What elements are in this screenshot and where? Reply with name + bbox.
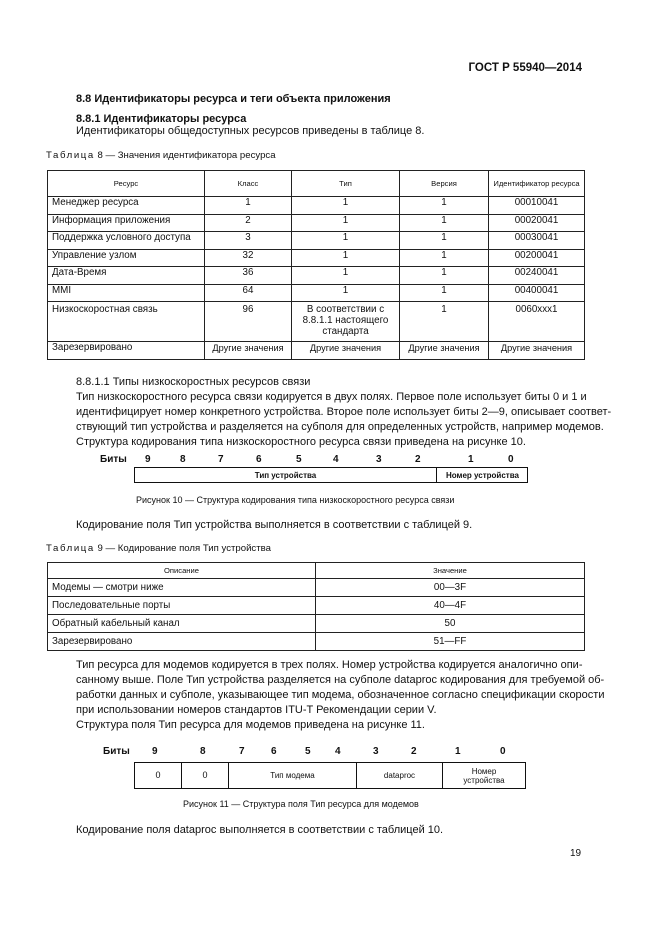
table-cell: 1 <box>292 232 400 250</box>
table-cell: 00010041 <box>489 197 585 215</box>
fig10-bit-number: 0 <box>508 454 514 465</box>
table-cell: 00020041 <box>489 214 585 232</box>
fig10-bit-number: 6 <box>256 454 262 465</box>
fig11-field-device-number: Номер устройства <box>442 763 525 788</box>
table-cell: Низкоскоростная связь <box>48 302 205 342</box>
fig11-bit-number: 3 <box>373 746 379 757</box>
table-cell: Управление узлом <box>48 249 205 267</box>
table-cell: В соответствии с 8.8.1.1 настоящего стандарта <box>292 302 400 342</box>
table-row <box>48 249 585 267</box>
table-row <box>48 633 585 651</box>
table8-caption-label: Таблица <box>46 150 95 161</box>
table-cell: Другие значения <box>205 342 292 360</box>
table-row <box>48 214 585 232</box>
table-row <box>48 284 585 302</box>
table-cell: 1 <box>292 284 400 302</box>
table-cell: 96 <box>205 302 292 342</box>
table-cell: 1 <box>400 232 489 250</box>
fig10-bit-number: 7 <box>218 454 224 465</box>
fig11-bit-number: 1 <box>455 746 461 757</box>
fig11-bit-number: 6 <box>271 746 277 757</box>
table8-header-cell: Версия <box>400 171 489 197</box>
table-cell: 1 <box>400 249 489 267</box>
table-cell: 1 <box>205 197 292 215</box>
table-row <box>48 302 585 342</box>
fig10-bit-number: 3 <box>376 454 382 465</box>
paragraph: Кодирование поля Тип устройства выполняется в соответствии с таблицей 9. <box>76 519 473 531</box>
table-cell: Поддержка условного доступа <box>48 232 205 250</box>
table-cell: Обратный кабельный канал <box>48 615 316 633</box>
table8-header-row <box>48 171 585 197</box>
table-cell: 00200041 <box>489 249 585 267</box>
table-row <box>48 597 585 615</box>
fig10-bit-number: 2 <box>415 454 421 465</box>
table8-header-cell: Идентификатор ресурса <box>489 171 585 197</box>
table9-caption <box>46 543 271 554</box>
fig11-bit-number: 8 <box>200 746 206 757</box>
fig11-bits-label: Биты <box>103 746 130 757</box>
fig11-field-bit8: 0 <box>181 763 228 788</box>
paragraph-line: Структура поля Тип ресурса для модемов приведена на рисунке 11. <box>76 719 425 731</box>
table-cell: 1 <box>400 267 489 285</box>
table-cell: 40—4F <box>316 597 585 615</box>
table-cell: 1 <box>292 267 400 285</box>
table-cell: Зарезервировано <box>48 633 316 651</box>
fig11-caption: Рисунок 11 — Структура поля Тип ресурса для модемов <box>183 799 419 809</box>
fig10-bit-number: 5 <box>296 454 302 465</box>
table8-caption-text: 8 — Значения идентификатора ресурса <box>97 150 276 161</box>
table-cell: Информация приложения <box>48 214 205 232</box>
fig10-bit-field-box <box>134 467 528 483</box>
table-cell: Зарезервировано <box>48 342 205 360</box>
table-cell: 3 <box>205 232 292 250</box>
table-cell: 00240041 <box>489 267 585 285</box>
table8-caption <box>46 150 276 161</box>
table-cell: 0060xxx1 <box>489 302 585 342</box>
table-cell: 1 <box>400 214 489 232</box>
table-cell: Менеджер ресурса <box>48 197 205 215</box>
table-9 <box>47 562 585 651</box>
table-cell: 1 <box>400 197 489 215</box>
table-row <box>48 615 585 633</box>
table-cell: Другие значения <box>400 342 489 360</box>
paragraph-line: санному выше. Поле Тип устройства разделяется на субполе dataproc кодирования для требуемой об- <box>76 674 605 686</box>
fig10-field-device-number: Номер устройства <box>436 468 528 482</box>
table-cell: 1 <box>292 214 400 232</box>
paragraph-line: при использовании номеров стандартов ITU-T Рекомендации серии V. <box>76 704 437 716</box>
table-cell: 00—3F <box>316 579 585 597</box>
table-cell: 50 <box>316 615 585 633</box>
fig11-field-bit9: 0 <box>155 770 161 780</box>
table-cell: 51—FF <box>316 633 585 651</box>
fig11-bit-number: 5 <box>305 746 311 757</box>
fig11-bit-number: 7 <box>239 746 245 757</box>
table-cell: 36 <box>205 267 292 285</box>
section-title: 8.8 Идентификаторы ресурса и теги объекта приложения <box>76 93 391 105</box>
table-cell: 00400041 <box>489 284 585 302</box>
fig10-bit-number: 4 <box>333 454 339 465</box>
fig11-bit-number: 2 <box>411 746 417 757</box>
fig10-bits-label: Биты <box>100 454 127 465</box>
fig10-bit-number: 8 <box>180 454 186 465</box>
page-number: 19 <box>570 848 582 859</box>
table9-header-cell: Описание <box>48 563 316 579</box>
table-cell: 1 <box>292 197 400 215</box>
table-row <box>48 579 585 597</box>
table-cell: 00030041 <box>489 232 585 250</box>
intro-paragraph: Идентификаторы общедоступных ресурсов приведены в таблице 8. <box>76 125 425 137</box>
paragraph-line: ствующий тип устройства и разделяется на субполя для определенных устройств, например модемов. <box>76 421 604 433</box>
table8-header-cell: Класс <box>205 171 292 197</box>
table8-header-cell: Тип <box>292 171 400 197</box>
subsection-title: 8.8.1 Идентификаторы ресурса <box>76 113 247 125</box>
paragraph: Кодирование поля dataproc выполняется в соответствии с таблицей 10. <box>76 824 444 836</box>
paragraph-line: работки данных и субполе, указывающее тип модема, обозначенное согласно спецификации скорости <box>76 689 605 701</box>
table-cell: Последовательные порты <box>48 597 316 615</box>
table-cell: Дата-Время <box>48 267 205 285</box>
table-cell: 1 <box>400 284 489 302</box>
table9-header-row <box>48 563 585 579</box>
fig10-caption: Рисунок 10 — Структура кодирования типа низкоскоростного ресурса связи <box>136 495 455 505</box>
table-cell: 1 <box>292 249 400 267</box>
table-cell: MMI <box>48 284 205 302</box>
fig11-bit-field-box <box>134 762 526 789</box>
table-cell: Модемы — смотри ниже <box>48 579 316 597</box>
fig11-bit-number: 4 <box>335 746 341 757</box>
paragraph-line: Тип ресурса для модемов кодируется в трех полях. Номер устройства кодируется аналогично опи- <box>76 659 583 671</box>
fig10-field-device-type: Тип устройства <box>254 470 317 480</box>
table-cell: 2 <box>205 214 292 232</box>
table-cell: 32 <box>205 249 292 267</box>
paragraph-line: Структура кодирования типа низкоскоростного ресурса связи приведена на рисунке 10. <box>76 436 526 448</box>
table-row <box>48 342 585 360</box>
fig11-field-dataproc: dataproc <box>356 763 442 788</box>
paragraph-line: идентифицирует номер конкретного устройства. Второе поле использует биты 2—9, описывает соответ- <box>76 406 612 418</box>
table-row <box>48 267 585 285</box>
table-cell: 64 <box>205 284 292 302</box>
fig11-bit-number: 0 <box>500 746 506 757</box>
table9-header-cell: Значение <box>316 563 585 579</box>
table-cell: 1 <box>400 302 489 342</box>
table-row <box>48 197 585 215</box>
fig10-bit-number: 9 <box>145 454 151 465</box>
table8-header-cell: Ресурс <box>48 171 205 197</box>
table-cell: Другие значения <box>292 342 400 360</box>
table9-caption-text: 9 — Кодирование поля Тип устройства <box>97 543 271 554</box>
table-cell: Другие значения <box>489 342 585 360</box>
fig11-field-modem-type: Тип модема <box>228 763 356 788</box>
document-standard-number: ГОСТ Р 55940—2014 <box>468 62 582 74</box>
subsubsection-title: 8.8.1.1 Типы низкоскоростных ресурсов связи <box>76 376 311 388</box>
table9-caption-label: Таблица <box>46 543 95 554</box>
paragraph-line: Тип низкоскоростного ресурса связи кодируется в двух полях. Первое поле использует биты 0 и 1 и <box>76 391 587 403</box>
fig10-bit-number: 1 <box>468 454 474 465</box>
table-8 <box>47 170 585 360</box>
fig11-bit-number: 9 <box>152 746 158 757</box>
table-row <box>48 232 585 250</box>
